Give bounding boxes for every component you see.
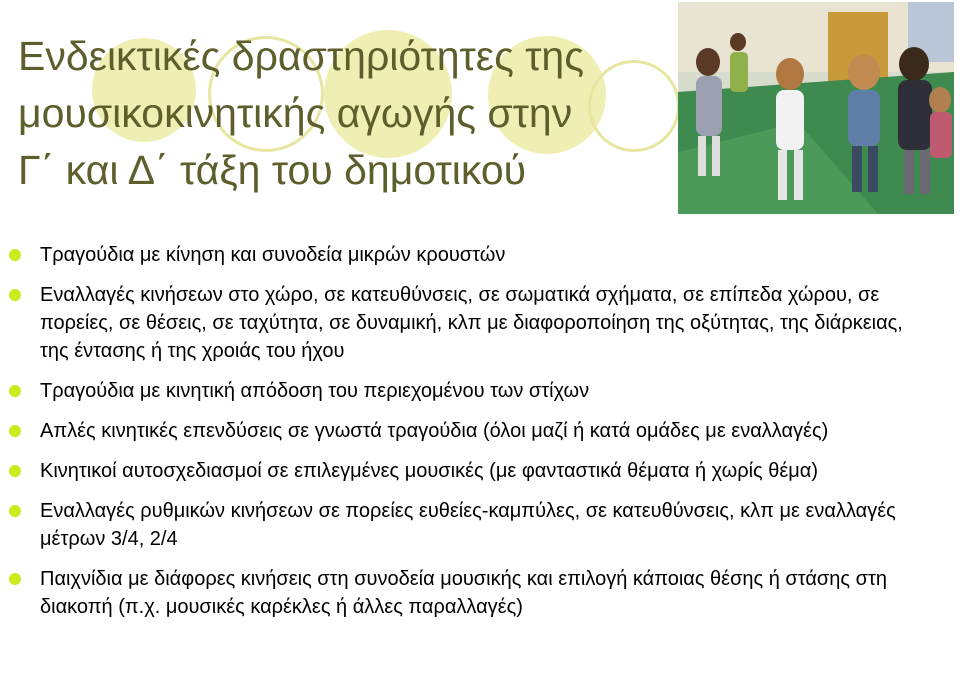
activity-list: [0, 241, 930, 633]
list-item: Κινητικοί αυτοσχεδιασμοί σε επιλεγμένες μουσικές (με φανταστικά θέματα ή χωρίς θέμα): [0, 457, 930, 485]
slide-title: [18, 28, 678, 199]
list-item: Παιχνίδια με διάφορες κινήσεις στη συνοδεία μουσικής και επιλογή κάποιας θέσης ή στάσης στη διακοπή (π.χ. μουσικές καρέκλες ή άλλες παραλλαγές): [0, 565, 930, 621]
list-item: Εναλλαγές κινήσεων στο χώρο, σε κατευθύνσεις, σε σωματικά σχήματα, σε επίπεδα χώρου, σε πορείες, σε θέσεις, σε ταχύτητα, σε δυναμική, κλπ με διαφοροποίηση της οξύτητας, της διάρκειας, της έντασης ή της χροιάς του ήχου: [0, 281, 930, 365]
list-item: Τραγούδια με κίνηση και συνοδεία μικρών κρουστών: [0, 241, 930, 269]
children-dancing-photo: [678, 2, 954, 214]
slide-title-line: Γ΄ και Δ΄ τάξη του δημοτικού: [18, 147, 527, 193]
slide-title-line: Ενδεικτικές δραστηριότητες της: [18, 33, 584, 79]
slide-title-line: μουσικοκινητικής αγωγής στην: [18, 90, 573, 136]
list-item: Τραγούδια με κινητική απόδοση του περιεχομένου των στίχων: [0, 377, 930, 405]
photo-illustration: [678, 2, 954, 214]
list-item: Εναλλαγές ρυθμικών κινήσεων σε πορείες ευθείες-καμπύλες, σε κατευθύνσεις, κλπ με εναλλαγές μέτρων 3/4, 2/4: [0, 497, 930, 553]
list-item: Απλές κινητικές επενδύσεις σε γνωστά τραγούδια (όλοι μαζί ή κατά ομάδες με εναλλαγές): [0, 417, 930, 445]
